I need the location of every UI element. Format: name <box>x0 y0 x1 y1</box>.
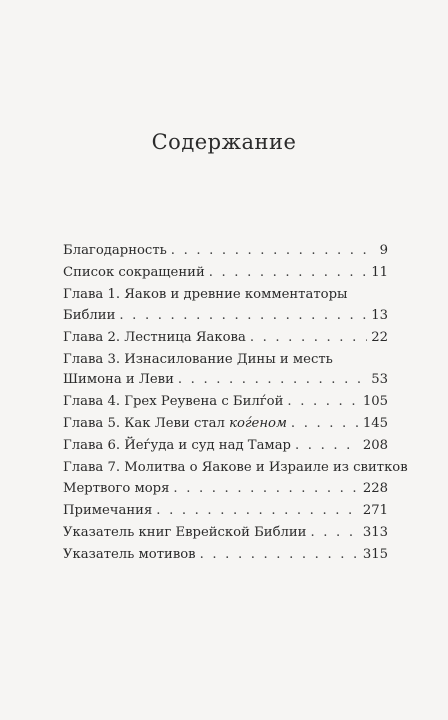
dot-leader <box>250 328 367 349</box>
dot-leader <box>171 241 376 262</box>
toc-entry-chapter-3 <box>63 350 388 391</box>
toc-entry-page: 271 <box>362 502 388 518</box>
toc-entry-page: 13 <box>371 307 388 323</box>
toc-entry-title: Указатель книг Еврейской Библии <box>63 524 307 540</box>
toc-entry-page: 11 <box>371 265 388 280</box>
toc-entry-page: 145 <box>362 416 388 431</box>
dot-leader <box>200 545 359 566</box>
toc-entry-title: Глава 2. Лестница Яакова <box>63 329 246 345</box>
toc-entry-page: 208 <box>362 438 388 453</box>
dot-leader <box>209 263 367 284</box>
table-of-contents <box>63 241 408 567</box>
toc-entry-bible-index <box>63 523 388 544</box>
toc-entry-title: Глава 4. Грех Реувена с Билѓой <box>63 394 284 409</box>
toc-entry-title: Мертвого моря <box>63 480 170 496</box>
dot-leader <box>287 392 358 413</box>
toc-entry-title-line1: Глава 3. Изнасилование Дины и месть <box>63 351 333 367</box>
toc-entry-title: Указатель мотивов <box>63 546 196 562</box>
toc-entry-chapter-7 <box>63 458 408 499</box>
toc-entry-chapter-5 <box>63 414 388 435</box>
toc-entry-page: 9 <box>379 243 388 258</box>
toc-entry-chapter-1 <box>63 285 388 326</box>
toc-entry-title-line1: Глава 1. Яаков и древние комментаторы <box>63 287 348 302</box>
toc-entry-title: Шимона и Леви <box>63 372 174 387</box>
dot-leader <box>156 501 359 522</box>
toc-entry-page: 315 <box>362 546 388 562</box>
toc-entry-acknowledgements <box>63 241 388 262</box>
toc-entry-chapter-2 <box>63 328 388 349</box>
toc-entry-page: 53 <box>371 372 388 387</box>
toc-entry-chapter-4 <box>63 392 388 413</box>
dot-leader <box>291 414 359 435</box>
toc-entry-title: Примечания <box>63 502 153 518</box>
toc-entry-title: Глава 6. Йеѓуда и суд над Тамар <box>63 438 291 453</box>
toc-entry-title-wrap <box>63 414 287 435</box>
toc-entry-title: Благодарность <box>63 243 167 258</box>
toc-entry-title-italic: коѓеном <box>229 416 287 431</box>
toc-entry-abbreviations <box>63 263 388 284</box>
dot-leader <box>178 370 367 391</box>
toc-entry-chapter-6 <box>63 436 388 457</box>
dot-leader <box>173 479 358 500</box>
toc-entry-page: 105 <box>362 394 388 409</box>
toc-entry-notes <box>63 501 388 522</box>
toc-entry-page: 228 <box>362 480 388 496</box>
dot-leader <box>295 436 359 457</box>
toc-entry-title: Список сокращений <box>63 265 205 280</box>
toc-entry-page: 313 <box>362 524 388 540</box>
toc-entry-title: Библии <box>63 307 116 323</box>
toc-entry-motif-index <box>63 545 388 566</box>
toc-entry-title-line1: Глава 7. Молитва о Яакове и Израиле из свитков <box>63 460 408 475</box>
page-title: Содержание <box>151 130 297 154</box>
toc-entry-title: Глава 5. Как Леви стал <box>63 416 225 431</box>
dot-leader <box>119 306 367 327</box>
dot-leader <box>310 523 358 544</box>
toc-entry-page: 22 <box>371 329 388 345</box>
